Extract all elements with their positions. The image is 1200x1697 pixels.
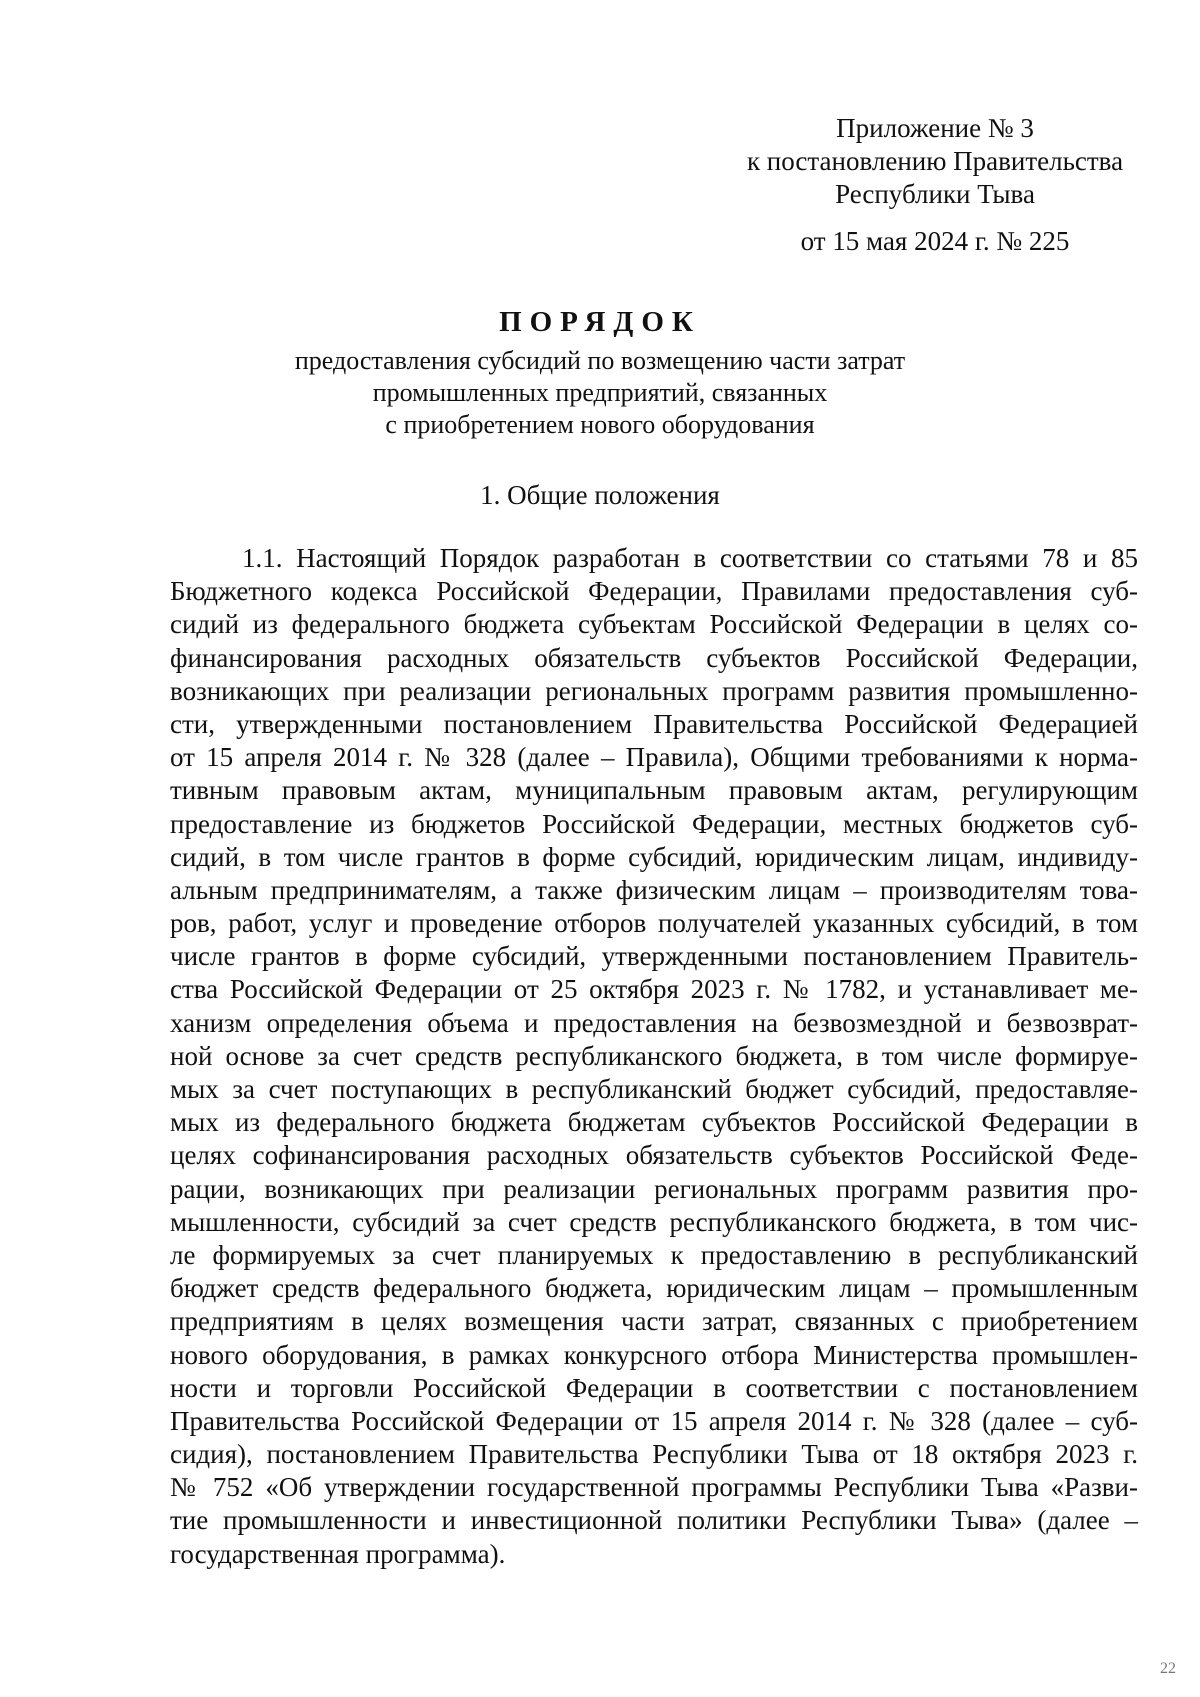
paragraph-line: мых за счет поступающих в республиканский бюджет субсидий, предоставляе- <box>170 1074 1138 1104</box>
document-title: ПОРЯДОК <box>499 306 701 338</box>
paragraph-line: тие промышленности и инвестиционной политики Республики Тыва» (далее – <box>170 1505 1138 1536</box>
subtitle-line: предоставления субсидий по возмещению части затрат <box>294 346 906 375</box>
subtitle-line: промышленных предприятий, связанных <box>372 378 828 407</box>
paragraph-line: ности и торговли Российской Федерации в соответствии с постановлением <box>170 1372 1138 1403</box>
subtitle-line: с приобретением нового оборудования <box>385 410 815 439</box>
paragraph-line: целях софинансирования расходных обязательств субъектов Российской Феде- <box>170 1140 1138 1171</box>
paragraph-line: сти, утвержденными постановлением Правительства Российской Федерацией <box>170 708 1138 739</box>
paragraph-line: № 752 «Об утверждении государственной программы Республики Тыва «Разви- <box>170 1472 1138 1503</box>
section-heading: 1. Общие положения <box>480 480 720 510</box>
paragraph-line: 1.1. Настоящий Порядок разработан в соответствии со статьями 78 и 85 <box>242 543 1138 573</box>
paragraph-line: рации, возникающих при реализации региональных программ развития про- <box>170 1173 1138 1204</box>
paragraph-line: ной основе за счет средств республиканского бюджета, в том числе формируе- <box>170 1040 1138 1071</box>
appendix-number: Приложение № 3 <box>836 113 1034 143</box>
document-subtitle <box>0 345 1200 441</box>
paragraph-line: Правительства Российской Федерации от 15 апреля 2014 г. № 328 (далее – суб- <box>170 1405 1138 1436</box>
paragraph-line: ров, работ, услуг и проведение отборов получателей указанных субсидий, в том <box>170 908 1138 939</box>
paragraph-line: сидия), постановлением Правительства Республики Тыва от 18 октября 2023 г. <box>170 1439 1138 1470</box>
appendix-reference: к постановлению Правительства <box>746 146 1124 176</box>
paragraph-line: бюджет средств федерального бюджета, юридическим лицам – промышленным <box>170 1273 1138 1304</box>
appendix-header <box>745 112 1125 258</box>
paragraph-line: государственная программа). <box>170 1538 506 1569</box>
paragraph-line: мых из федерального бюджета бюджетам субъектов Российской Федерации в <box>170 1107 1138 1138</box>
paragraph-line: сидий из федерального бюджета субъектам Российской Федерации в целях со- <box>170 609 1138 640</box>
paragraph-line: финансирования расходных обязательств субъектов Российской Федерации, <box>170 642 1138 673</box>
paragraph-line: мышленности, субсидий за счет средств республиканского бюджета, в том чис- <box>170 1206 1138 1237</box>
paragraph-line: возникающих при реализации региональных программ развития промышленно- <box>170 675 1138 706</box>
paragraph-line: ханизм определения объема и предоставления на безвозмездной и безвозврат- <box>170 1007 1138 1038</box>
paragraph-line: ства Российской Федерации от 25 октября 2023 г. № 1782, и устанавливает ме- <box>170 974 1138 1005</box>
paragraph-line: тивным правовым актам, муниципальным правовым актам, регулирующим <box>170 775 1138 806</box>
appendix-date: от 15 мая 2024 г. № 225 <box>800 226 1070 256</box>
paragraph-line: предоставление из бюджетов Российской Федерации, местных бюджетов суб- <box>170 808 1138 839</box>
paragraph-line: Бюджетного кодекса Российской Федерации, Правилами предоставления суб- <box>170 576 1138 607</box>
paragraph-line: числе грантов в форме субсидий, утвержденными постановлением Правитель- <box>170 941 1138 972</box>
paragraph-line: сидий, в том числе грантов в форме субсидий, юридическим лицам, индивиду- <box>170 841 1138 872</box>
paragraph-line: ле формируемых за счет планируемых к предоставлению в республиканский <box>170 1239 1138 1270</box>
paragraph-line: от 15 апреля 2014 г. № 328 (далее – Правила), Общими требованиями к норма- <box>170 742 1138 773</box>
paragraph-1-1 <box>170 542 1138 1571</box>
paragraph-line: предприятиям в целях возмещения части затрат, связанных с приобретением <box>170 1306 1138 1337</box>
page-mark: 22 <box>1160 1660 1176 1677</box>
appendix-issuer: Республики Тыва <box>835 179 1035 209</box>
paragraph-line: альным предпринимателям, а также физическим лицам – производителям това- <box>170 874 1138 905</box>
paragraph-line: нового оборудования, в рамках конкурсного отбора Министерства промышлен- <box>170 1339 1138 1370</box>
